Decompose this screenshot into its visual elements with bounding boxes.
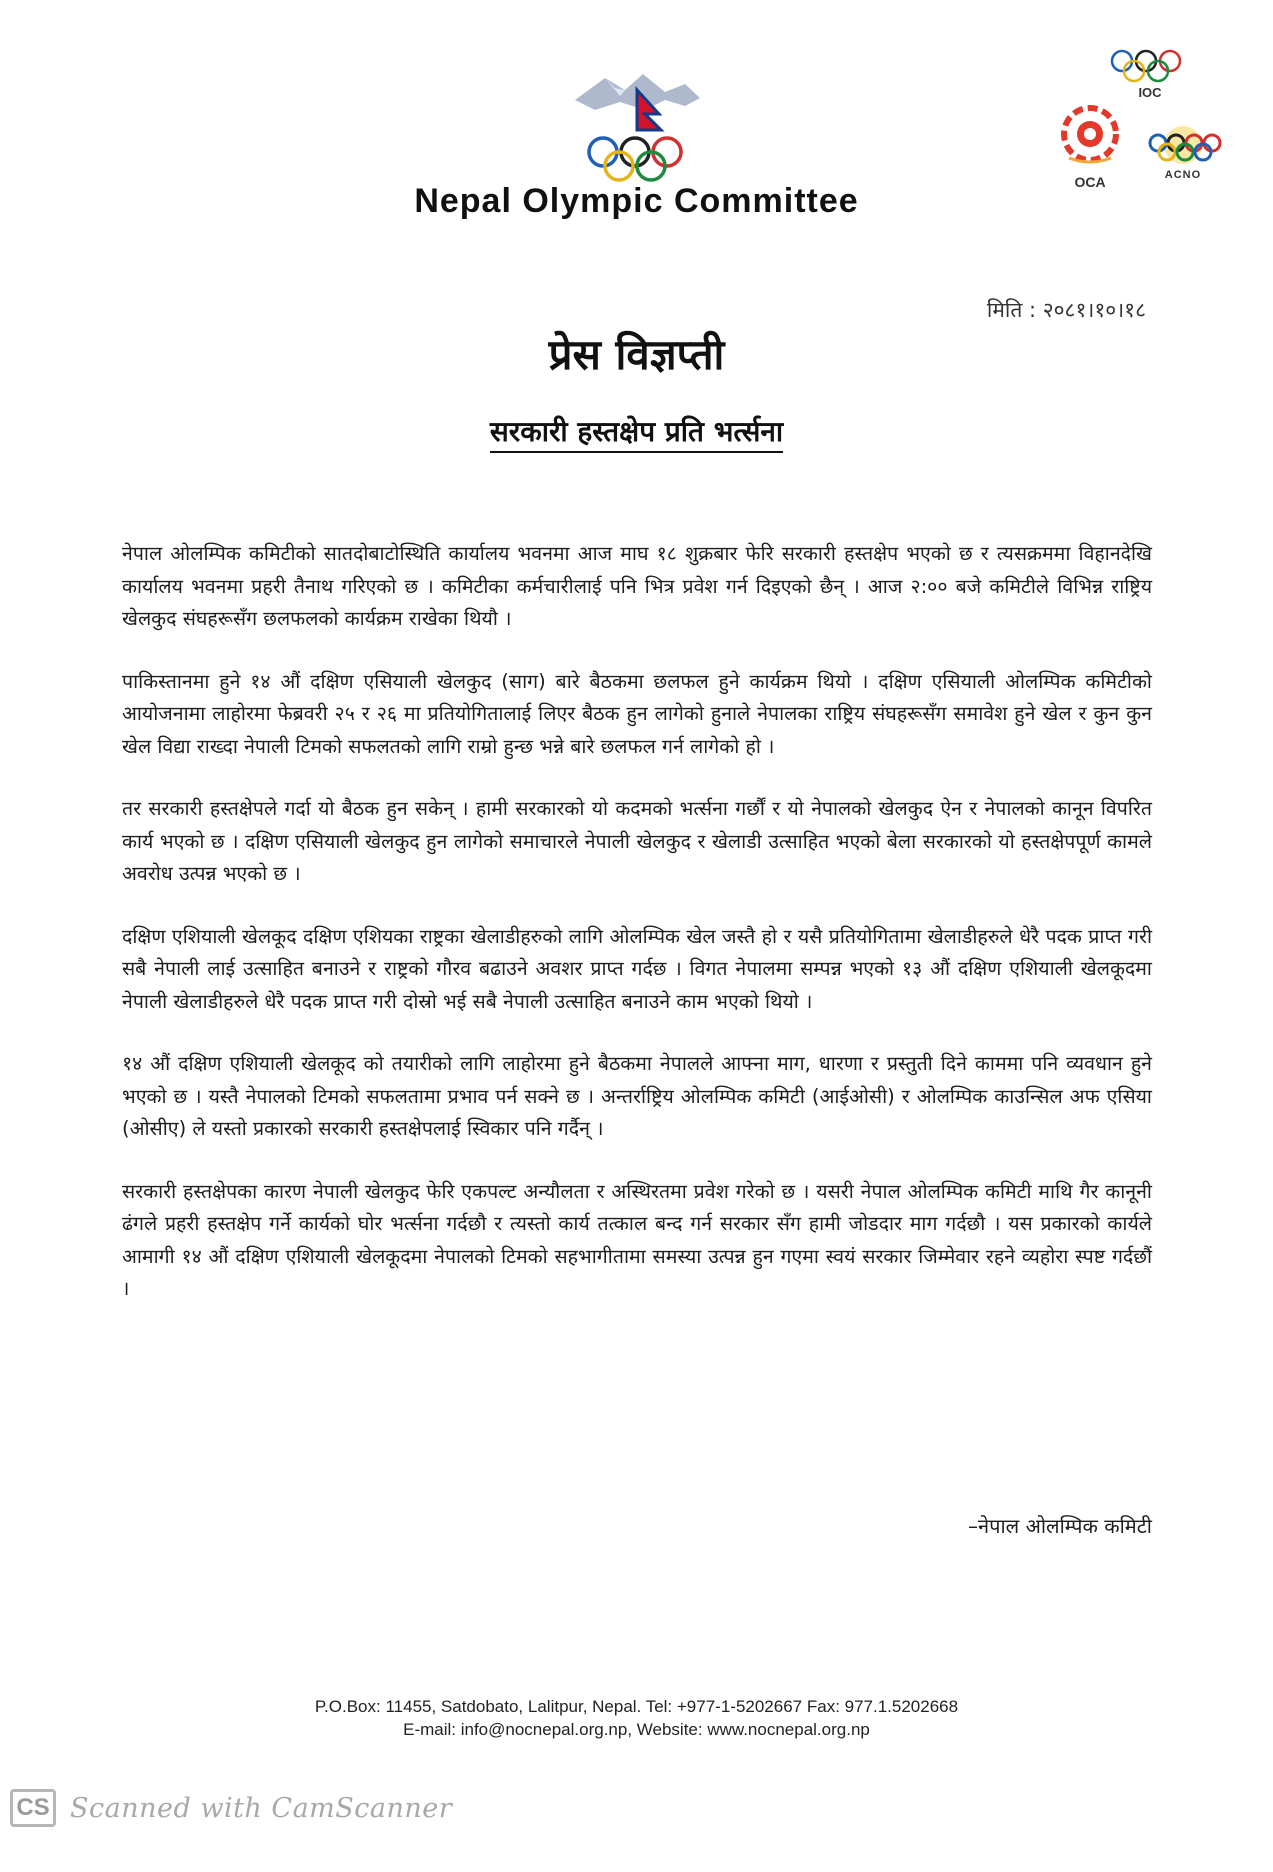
acno-rings-icon — [1140, 125, 1226, 169]
sun-emblem-icon — [1055, 100, 1125, 172]
nepal-olympic-committee-logo — [565, 70, 705, 190]
olympic-rings-icon — [1100, 45, 1200, 85]
oca-logo — [1055, 100, 1135, 195]
acno-logo — [1140, 125, 1230, 185]
subject-text: सरकारी हस्तक्षेप प्रति भर्त्सना — [490, 415, 783, 453]
subject-heading — [0, 412, 1273, 450]
camscanner-text: Scanned with CamScanner — [70, 1792, 453, 1824]
document-date: मिति : २०८१।१०।१८ — [986, 298, 1146, 322]
press-release-title: प्रेस विज्ञप्ती — [548, 330, 725, 379]
signature: –नेपाल ओलम्पिक कमिटी — [968, 1514, 1152, 1538]
paragraph: पाकिस्तानमा हुने १४ औं दक्षिण एसियाली खेलकुद (साग) बारे बैठकमा छलफल हुने कार्यक्रम थियो । दक्षिण एसियाली ओलम्पिक कमिटीको आयोजनामा लाहोरमा फेब्रवरी २५ र २६ मा प्रतियोगितालाई लिएर बैठक हुन लागेको हुनाले नेपालका राष्ट्रिय संघहरूसँग समावेश हुने खेल र कुन कुन खेल विद्या राख्दा नेपाली टिमको सफलतको लागि राम्रो हुन्छ भन्ने बारे छलफल गर्न लागेको हो । — [122, 669, 1152, 758]
document-body — [122, 538, 1152, 1336]
acno-caption: ACNO — [1164, 169, 1202, 181]
camscanner-watermark — [10, 1786, 452, 1830]
paragraph: सरकारी हस्तक्षेपका कारण नेपाली खेलकुद फेरि एकपल्ट अन्यौलता र अस्थिरतमा प्रवेश गरेको छ । यसरी नेपाल ओलम्पिक कमिटी माथि गैर कानूनी ढंगले प्रहरी हस्तक्षेप गर्ने कार्यको घोर भर्त्सना गर्दछौ र त्यस्तो कार्य तत्काल बन्द गर्न सरकार सँग हामी जोडदार माग गर्दछौ । यस प्रकारको कार्यले आमागी १४ औं दक्षिण एशियाली खेलकूदमा नेपालको टिमको सहभागीतामा समस्या उत्पन्न हुन गएमा स्वयं सरकार जिम्मेवार रहने व्यहोरा स्पष्ट गर्दछौं । — [122, 1179, 1152, 1300]
paragraph: नेपाल ओलम्पिक कमिटीको सातदोबाटोस्थिति कार्यालय भवनमा आज माघ १८ शुक्रबार फेरि सरकारी हस्तक्षेप भएको छ र त्यसक्रममा विहानदेखि कार्यालय भवनमा प्रहरी तैनाथ गरिएको छ । कमिटीका कर्मचारीलाई पनि भित्र प्रवेश गर्न दिइएको छैन् । आज २:०० बजे कमिटीले विभिन्न राष्ट्रिय खेलकुद संघहरूसँग छलफलको कार्यक्रम राखेका थियौ । — [122, 542, 1152, 630]
footer-contact-line: E-mail: info@nocnepal.org.np, Website: www.nocnepal.org.np — [403, 1720, 870, 1739]
paragraph: १४ औं दक्षिण एशियाली खेलकूद को तयारीको लागि लाहोरमा हुने बैठकमा नेपालले आफ्ना माग, धारणा र प्रस्तुती दिने काममा पनि व्यवधान हुने भएको छ । यस्तै नेपालको टिमको सफलतामा प्रभाव पर्न सक्ने छ । अन्तर्राष्ट्रिय ओलम्पिक कमिटी (आईओसी) र ओलम्पिक काउन्सिल अफ एसिया (ओसीए) ले यस्तो प्रकारको सरकारी हस्तक्षेपलाई स्विकार पनि गर्दैन् । — [122, 1052, 1152, 1140]
contact-footer — [0, 1695, 1273, 1741]
paragraph: दक्षिण एशियाली खेलकूद दक्षिण एशियका राष्ट्रका खेलाडीहरुको लागि ओलम्पिक खेल जस्तै हो र यसै प्रतियोगितामा खेलाडीहरुले धेरै पदक प्राप्त गरी सबै नेपाली लाई उत्साहित बनाउने र राष्ट्रको गौरव बढाउने अवशर प्राप्त गर्दछ । विगत नेपालमा सम्पन्न भएको १३ औं दक्षिण एशियाली खेलकूदमा नेपाली खेलाडीहरुले धेरै पदक प्राप्त गरी दोस्रो भई सबै नेपाली उत्साहित बनाउने काम भएको थियो । — [122, 924, 1152, 1013]
camscanner-badge-icon: CS — [10, 1789, 56, 1827]
ioc-logo — [1100, 45, 1200, 105]
oca-caption: OCA — [1074, 174, 1106, 190]
footer-address-line: P.O.Box: 11455, Satdobato, Lalitpur, Nepal. Tel: +977-1-5202667 Fax: 977.1.5202668 — [314, 1697, 959, 1716]
paragraph: तर सरकारी हस्तक्षेपले गर्दा यो बैठक हुन सकेन् । हामी सरकारको यो कदमको भर्त्सना गर्छौं र यो नेपालको खेलकुद ऐन र नेपालको कानून विपरित कार्य भएको छ । दक्षिण एसियाली खेलकुद हुन लागेको समाचारले नेपाली खेलकुद र खेलाडी उत्साहित भएको बेला सरकारको यो हस्तक्षेपपूर्ण कामले अवरोध उत्पन्न भएको छ । — [122, 797, 1152, 885]
ioc-caption: IOC — [1138, 85, 1162, 100]
organization-name: Nepal Olympic Committee — [414, 182, 859, 220]
